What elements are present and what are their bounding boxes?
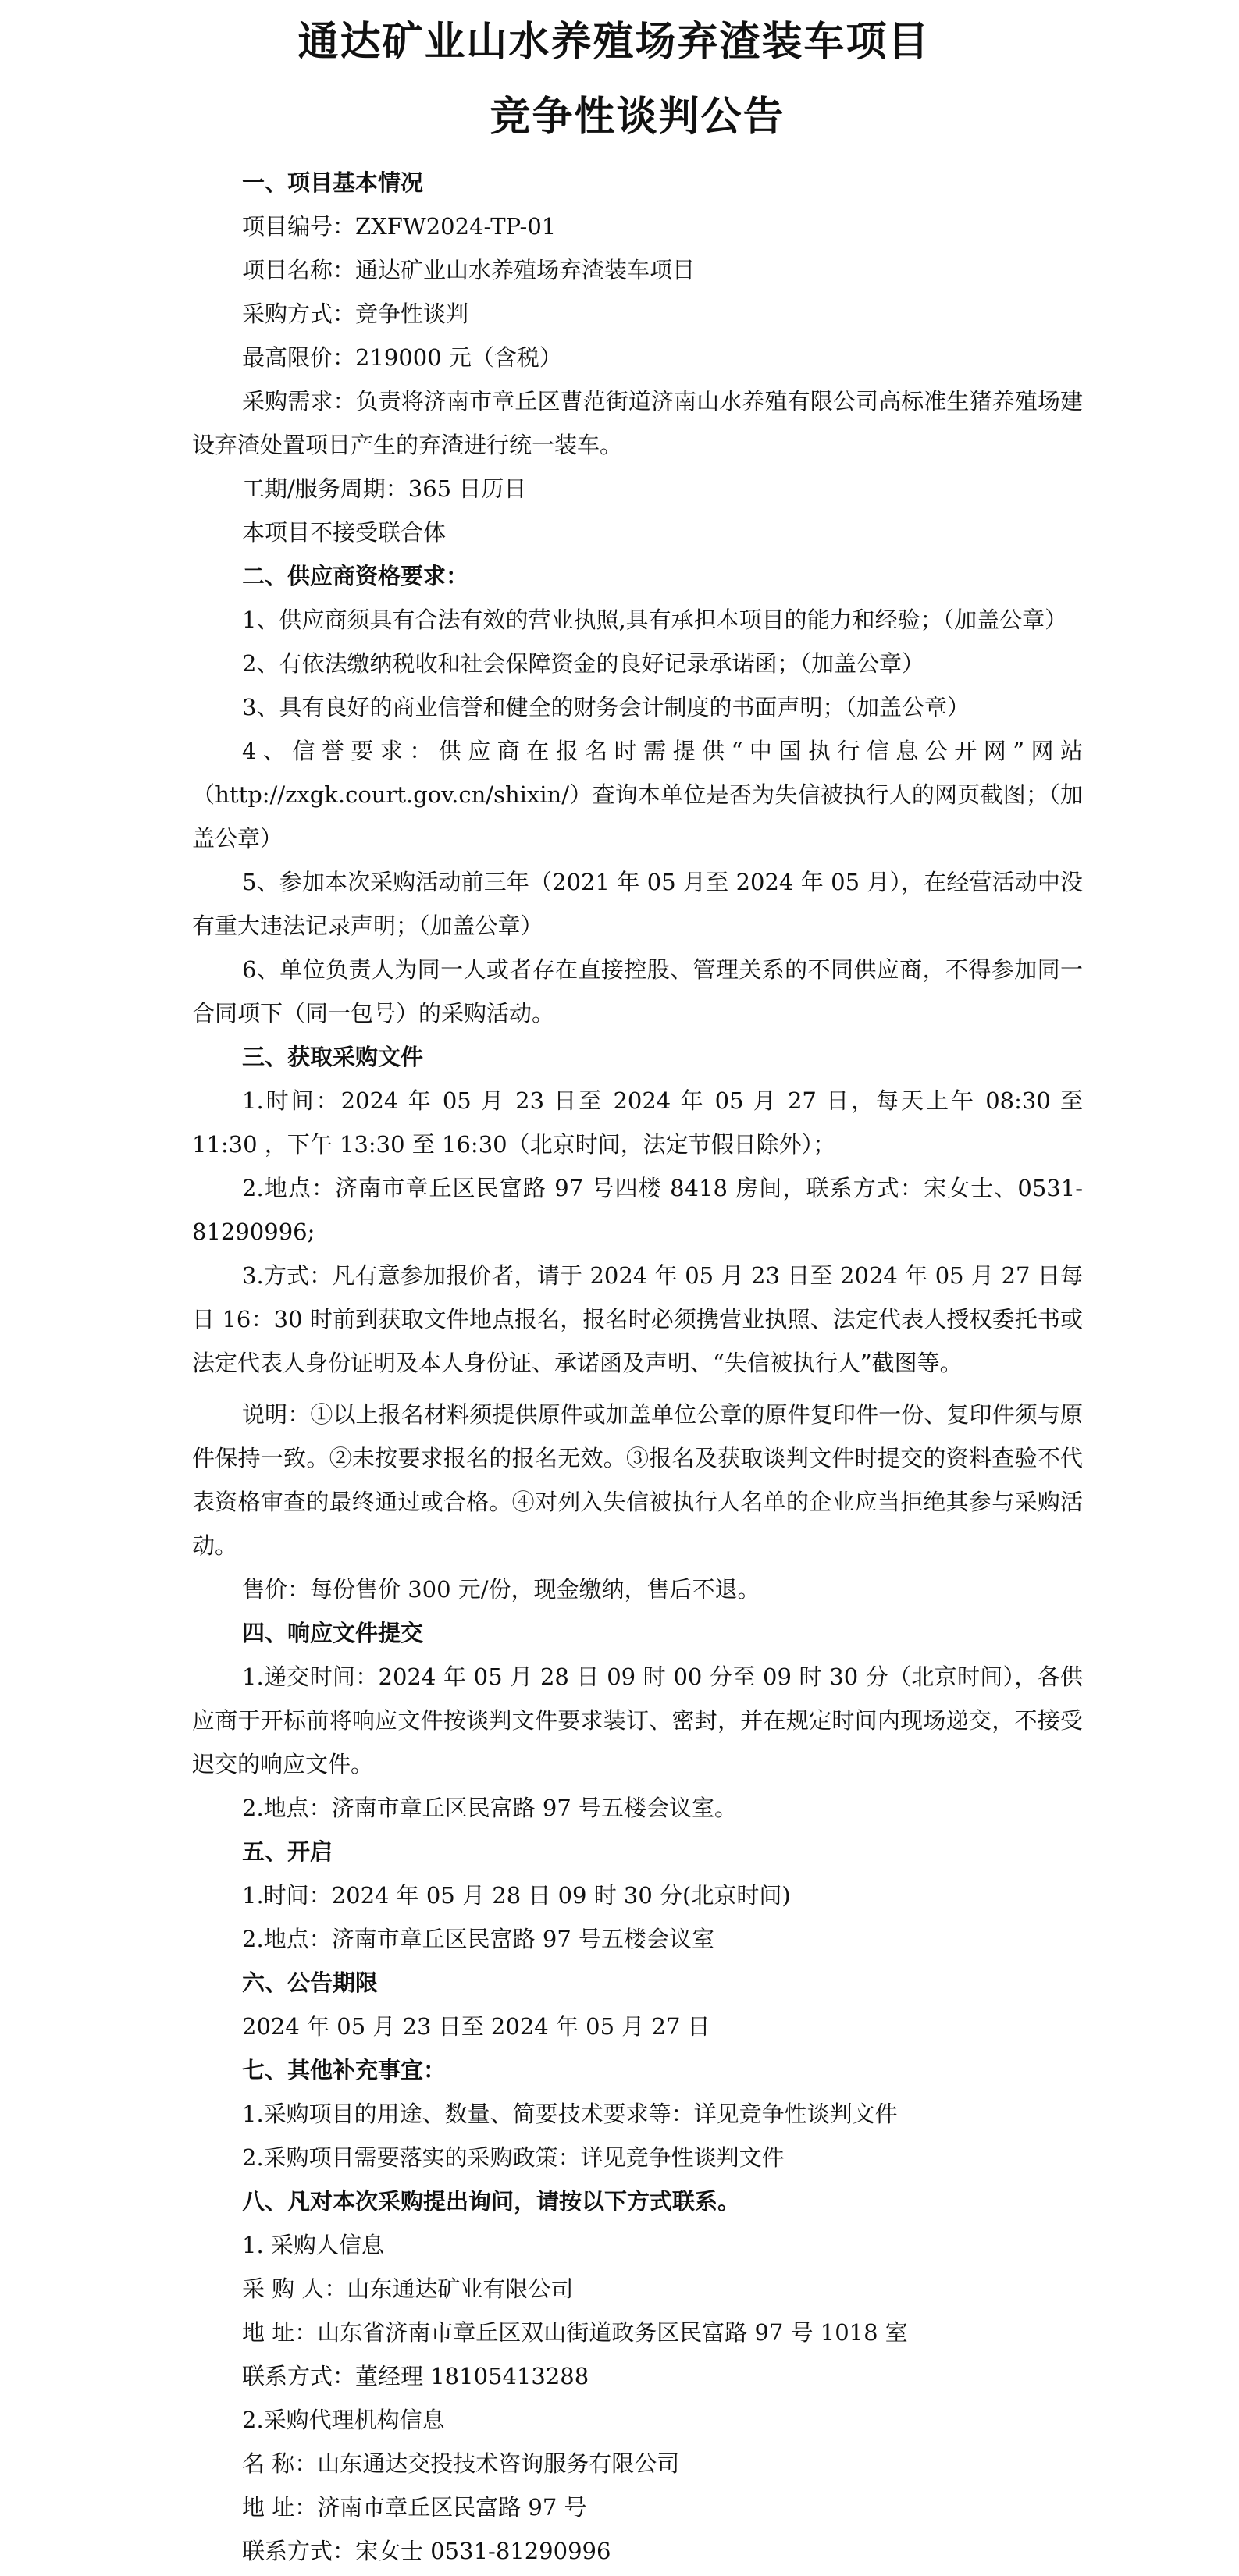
- buyer-info-title: 1. 采购人信息: [242, 2232, 384, 2258]
- announcement-period: 2024 年 05 月 23 日至 2024 年 05 月 27 日: [242, 2013, 710, 2040]
- section-heading-response-submission: 四、响应文件提交: [242, 1620, 424, 1646]
- qualification-item-4: 4、信誉要求：供应商在报名时需提供“中国执行信息公开网”网站（http://zxgk.court.gov.cn/shixin/）查询本单位是否为失信被执行人的网页截图；（加盖公章）: [192, 738, 1083, 852]
- buyer-address: 地 址：山东省济南市章丘区双山街道政务区民富路 97 号 1018 室: [242, 2319, 908, 2346]
- procurement-demand: 采购需求：负责将济南市章丘区曹范街道济南山水养殖有限公司高标准生猪养殖场建设弃渣处置项目产生的弃渣进行统一装车。: [192, 388, 1083, 458]
- qualification-item-3: 3、具有良好的商业信誉和健全的财务会计制度的书面声明；（加盖公章）: [242, 694, 970, 720]
- opening-time: 1.时间：2024 年 05 月 28 日 09 时 30 分(北京时间): [242, 1882, 791, 1909]
- submission-place: 2.地点：济南市章丘区民富路 97 号五楼会议室。: [242, 1795, 738, 1821]
- qualification-item-6: 6、单位负责人为同一人或者存在直接控股、管理关系的不同供应商，不得参加同一合同项下（同一包号）的采购活动。: [192, 956, 1083, 1026]
- section-heading-contact: 八、凡对本次采购提出询问，请按以下方式联系。: [242, 2188, 741, 2215]
- obtain-time: 1.时间：2024 年 05 月 23 日至 2024 年 05 月 27 日，每天上午 08:30 至 11:30 ，下午 13:30 至 16:30（北京时间，法定节假日除外）；: [192, 1087, 1083, 1158]
- document-body: [192, 161, 1083, 2573]
- opening-place: 2.地点：济南市章丘区民富路 97 号五楼会议室: [242, 1926, 715, 1952]
- project-name: 项目名称：通达矿业山水养殖场弃渣装车项目: [242, 257, 696, 283]
- max-price: 最高限价：219000 元（含税）: [242, 344, 562, 371]
- agent-name: 名 称：山东通达交投技术咨询服务有限公司: [242, 2450, 680, 2477]
- qualification-item-5: 5、参加本次采购活动前三年（2021 年 05 月至 2024 年 05 月），在经营活动中没有重大违法记录声明；（加盖公章）: [192, 869, 1083, 939]
- buyer-name: 采 购 人：山东通达矿业有限公司: [242, 2275, 574, 2302]
- project-number: 项目编号：ZXFW2024-TP-01: [242, 213, 557, 240]
- obtain-place: 2.地点：济南市章丘区民富路 97 号四楼 8418 房间，联系方式：宋女士、0531-81290996;: [192, 1175, 1083, 1245]
- buyer-contact: 联系方式：董经理 18105413288: [242, 2363, 589, 2389]
- agent-contact: 联系方式：宋女士 0531-81290996: [242, 2538, 611, 2564]
- agent-address: 地 址：济南市章丘区民富路 97 号: [242, 2494, 587, 2521]
- qualification-item-2: 2、有依法缴纳税收和社会保障资金的良好记录承诺函；（加盖公章）: [242, 650, 924, 677]
- qualification-item-1: 1、供应商须具有合法有效的营业执照,具有承担本项目的能力和经验；（加盖公章）: [242, 607, 1068, 633]
- agent-info-title: 2.采购代理机构信息: [242, 2407, 445, 2433]
- submission-time: 1.递交时间：2024 年 05 月 28 日 09 时 00 分至 09 时 30 分（北京时间），各供应商于开标前将响应文件按谈判文件要求装订、密封，并在规定时间内现场递交，不接受迟交的响应文件。: [192, 1663, 1083, 1777]
- section-heading-obtain-documents: 三、获取采购文件: [242, 1044, 424, 1070]
- document-title-line2: 竞争性谈判公告: [490, 94, 785, 141]
- other-matter-2: 2.采购项目需要落实的采购政策：详见竞争性谈判文件: [242, 2144, 785, 2171]
- document-price: 售价：每份售价 300 元/份，现金缴纳，售后不退。: [242, 1576, 760, 1603]
- section-heading-basic-info: 一、项目基本情况: [242, 169, 424, 196]
- section-heading-qualifications: 二、供应商资格要求：: [242, 563, 469, 589]
- consortium-note: 本项目不接受联合体: [242, 519, 447, 546]
- other-matter-1: 1.采购项目的用途、数量、简要技术要求等：详见竞争性谈判文件: [242, 2101, 898, 2127]
- section-heading-other-matters: 七、其他补充事宜：: [242, 2057, 447, 2083]
- service-period: 工期/服务周期：365 日历日: [242, 475, 527, 502]
- document-title-line1: 通达矿业山水养殖场弃渣装车项目: [297, 19, 931, 66]
- obtain-way: 3.方式：凡有意参加报价者，请于 2024 年 05 月 23 日至 2024 年 05 月 27 日每日 16：30 时前到获取文件地点报名，报名时必须携营业执照、法定代表人授权委托书或法定代表人身份证明及本人身份证、承诺函及声明、“失信被执行人”截图等。: [192, 1262, 1083, 1376]
- section-heading-opening: 五、开启: [242, 1838, 333, 1865]
- section-heading-announcement-period: 六、公告期限: [242, 1969, 379, 1996]
- obtain-note: 说明：①以上报名材料须提供原件或加盖单位公章的原件复印件一份、复印件须与原件保持一致。②未按要求报名的报名无效。③报名及获取谈判文件时提交的资料查验不代表资格审查的最终通过或合格。④对列入失信被执行人名单的企业应当拒绝其参与采购活动。: [192, 1401, 1083, 1559]
- procurement-method: 采购方式：竞争性谈判: [242, 301, 469, 327]
